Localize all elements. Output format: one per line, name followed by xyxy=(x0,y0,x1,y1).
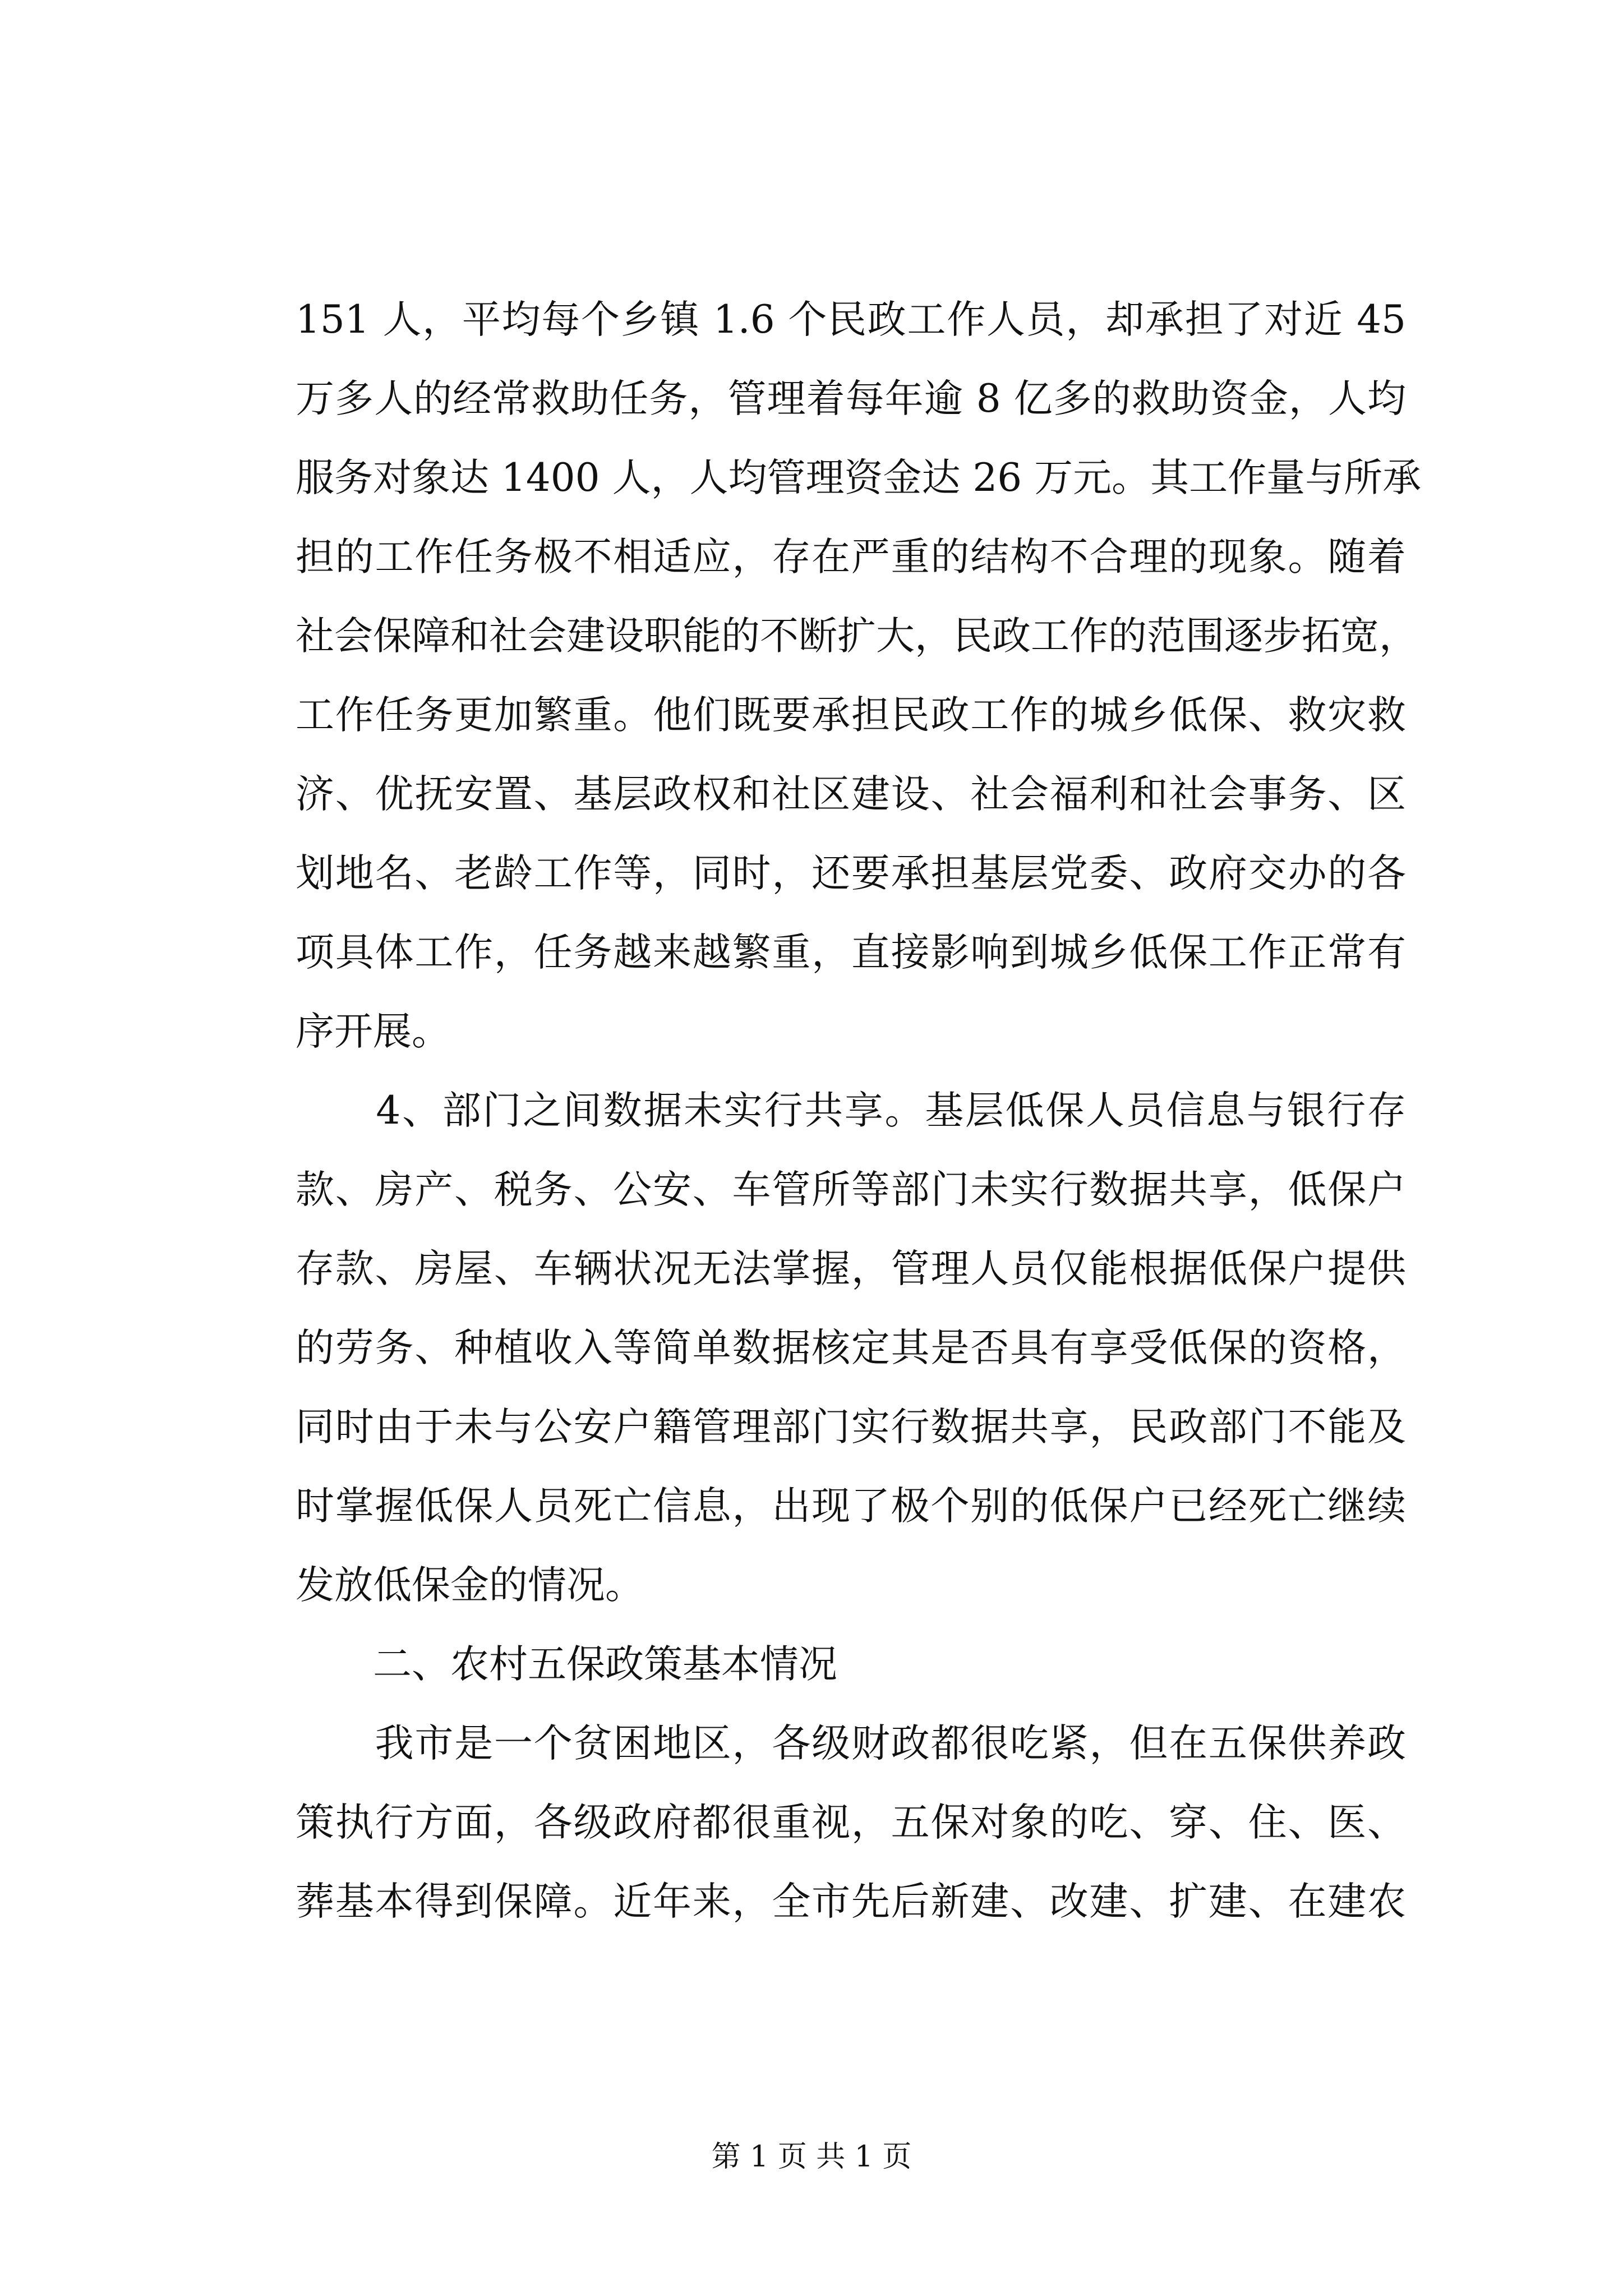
text-line: 工作任务更加繁重。他们既要承担民政工作的城乡低保、救灾救 xyxy=(296,693,1406,738)
text-line: 服务对象达 1400 人，人均管理资金达 26 万元。其工作量与所承 xyxy=(296,455,1422,500)
text-line: 社会保障和社会建设职能的不断扩大，民政工作的范围逐步拓宽， xyxy=(296,614,1418,659)
text-line: 葬基本得到保障。近年来，全市先后新建、改建、扩建、在建农 xyxy=(296,1879,1406,1924)
text-line: 万多人的经常救助任务，管理着每年逾 8 亿多的救助资金，人均 xyxy=(296,376,1406,421)
text-line: 我市是一个贫困地区，各级财政都很吃紧，但在五保供养政 xyxy=(296,1721,1406,1766)
text-line: 项具体工作，任务越来越繁重，直接影响到城乡低保工作正常有 xyxy=(296,930,1406,975)
text-line: 4、部门之间数据未实行共享。基层低保人员信息与银行存 xyxy=(296,1088,1406,1133)
text-line: 发放低保金的情况。 xyxy=(296,1563,644,1608)
text-line: 担的工作任务极不相适应，存在严重的结构不合理的现象。随着 xyxy=(296,535,1406,579)
text-line: 款、房产、税务、公安、车管所等部门未实行数据共享，低保户 xyxy=(296,1167,1406,1212)
text-line: 序开展。 xyxy=(296,1009,450,1054)
text-line: 的劳务、种植收入等简单数据核定其是否具有享受低保的资格， xyxy=(296,1326,1406,1370)
text-line: 存款、房屋、车辆状况无法掌握，管理人员仅能根据低保户提供 xyxy=(296,1246,1406,1291)
text-line: 济、优抚安置、基层政权和社区建设、社会福利和社会事务、区 xyxy=(296,772,1406,817)
text-line: 划地名、老龄工作等，同时，还要承担基层党委、政府交办的各 xyxy=(296,851,1406,896)
section-heading: 二、农村五保政策基本情况 xyxy=(296,1642,837,1687)
text-line: 同时由于未与公安户籍管理部门实行数据共享，民政部门不能及 xyxy=(296,1405,1406,1450)
page-footer: 第 1 页 共 1 页 xyxy=(711,2140,912,2174)
text-line: 策执行方面，各级政府都很重视，五保对象的吃、穿、住、医、 xyxy=(296,1800,1406,1845)
text-line: 时掌握低保人员死亡信息，出现了极个别的低保户已经死亡继续 xyxy=(296,1484,1406,1529)
text-line: 151 人，平均每个乡镇 1.6 个民政工作人员，却承担了对近 45 xyxy=(296,297,1406,342)
